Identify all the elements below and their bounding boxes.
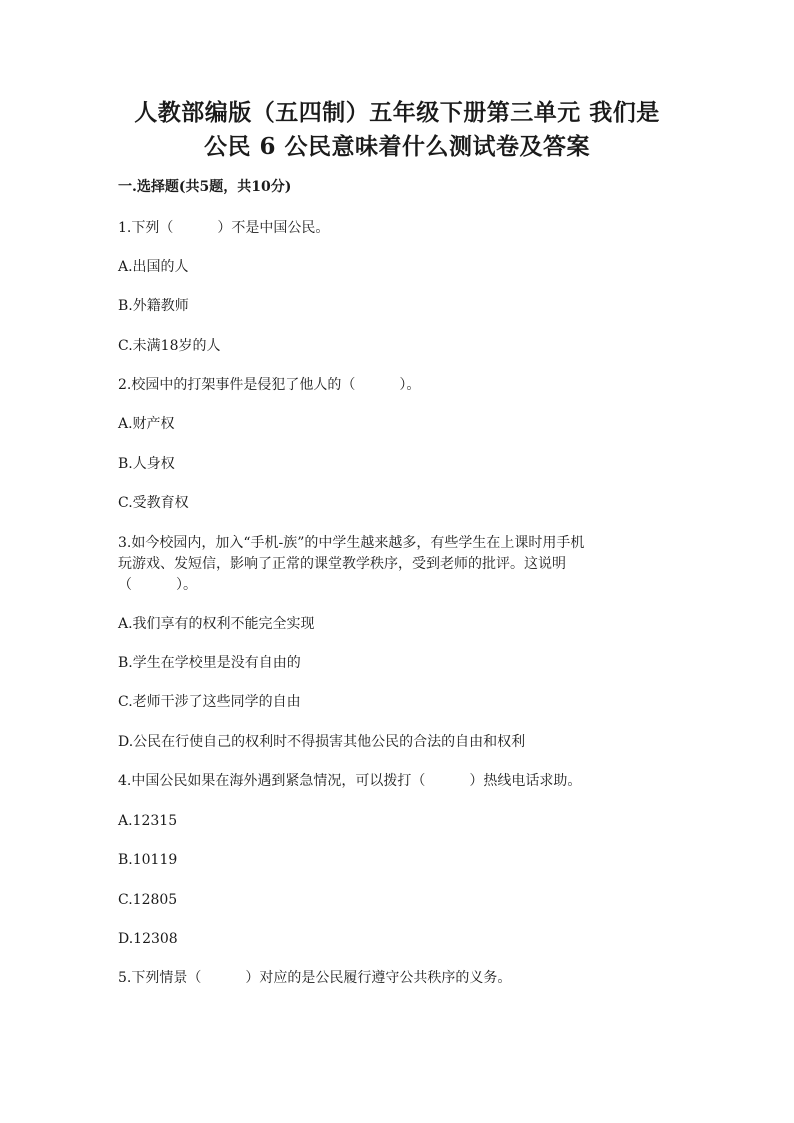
question-4-option-d: D.12308	[118, 931, 178, 947]
question-2-stem	[118, 375, 688, 395]
question-2-option-c: C.受教育权	[118, 495, 189, 511]
question-3-option-b: B.学生在学校里是没有自由的	[118, 655, 301, 671]
question-1-stem	[118, 218, 688, 238]
question-5-stem	[118, 968, 688, 988]
question-2-stem-suffix: ）。	[399, 377, 421, 393]
question-3-stem-line-3-prefix: （	[118, 577, 132, 593]
question-3-option-c: C.老师干涉了这些同学的自由	[118, 694, 301, 710]
question-4-stem	[118, 771, 688, 791]
question-3-stem-line-3-suffix: ）。	[176, 577, 197, 593]
question-1-option-b: B.外籍教师	[118, 298, 189, 314]
document-title-line-2: 公民 6 公民意味着什么测试卷及答案	[203, 133, 591, 160]
document-title-line-1: 人教部编版（五四制）五年级下册第三单元 我们是	[134, 99, 660, 126]
question-4-option-c: C.12805	[118, 892, 178, 908]
question-1-stem-prefix: 1.下列（	[118, 220, 174, 236]
question-3-stem-line-2: 玩游戏、发短信，影响了正常的课堂教学秩序，受到老师的批评。这说明	[118, 556, 566, 572]
question-3-stem-line-3	[118, 575, 688, 595]
question-2-option-a: A.财产权	[118, 416, 175, 432]
question-1-option-a: A.出国的人	[118, 259, 189, 275]
question-2-stem-prefix: 2.校园中的打架事件是侵犯了他人的（	[118, 377, 356, 393]
question-3-stem-line-1: 3.如今校园内，加入“手机-族”的中学生越来越多，有些学生在上课时用手机	[118, 535, 585, 551]
question-1-option-c: C.未满18岁的人	[118, 338, 221, 354]
question-3-option-a: A.我们享有的权利不能完全实现	[118, 616, 315, 632]
section-heading: 一.选择题(共5题，共10分)	[118, 179, 292, 195]
question-5-stem-suffix: ）对应的是公民履行遵守公共秩序的义务。	[245, 970, 512, 986]
question-4-stem-suffix: ）热线电话求助。	[469, 773, 582, 789]
question-1-stem-suffix: ）不是中国公民。	[217, 220, 330, 236]
question-3-option-d: D.公民在行使自己的权利时不得损害其他公民的合法的自由和权利	[118, 734, 526, 750]
question-2-option-b: B.人身权	[118, 456, 175, 472]
question-5-stem-prefix: 5.下列情景（	[118, 970, 202, 986]
question-4-option-a: A.12315	[118, 813, 178, 829]
question-4-stem-prefix: 4.中国公民如果在海外遇到紧急情况，可以拨打（	[118, 773, 426, 789]
question-4-option-b: B.10119	[118, 852, 178, 868]
